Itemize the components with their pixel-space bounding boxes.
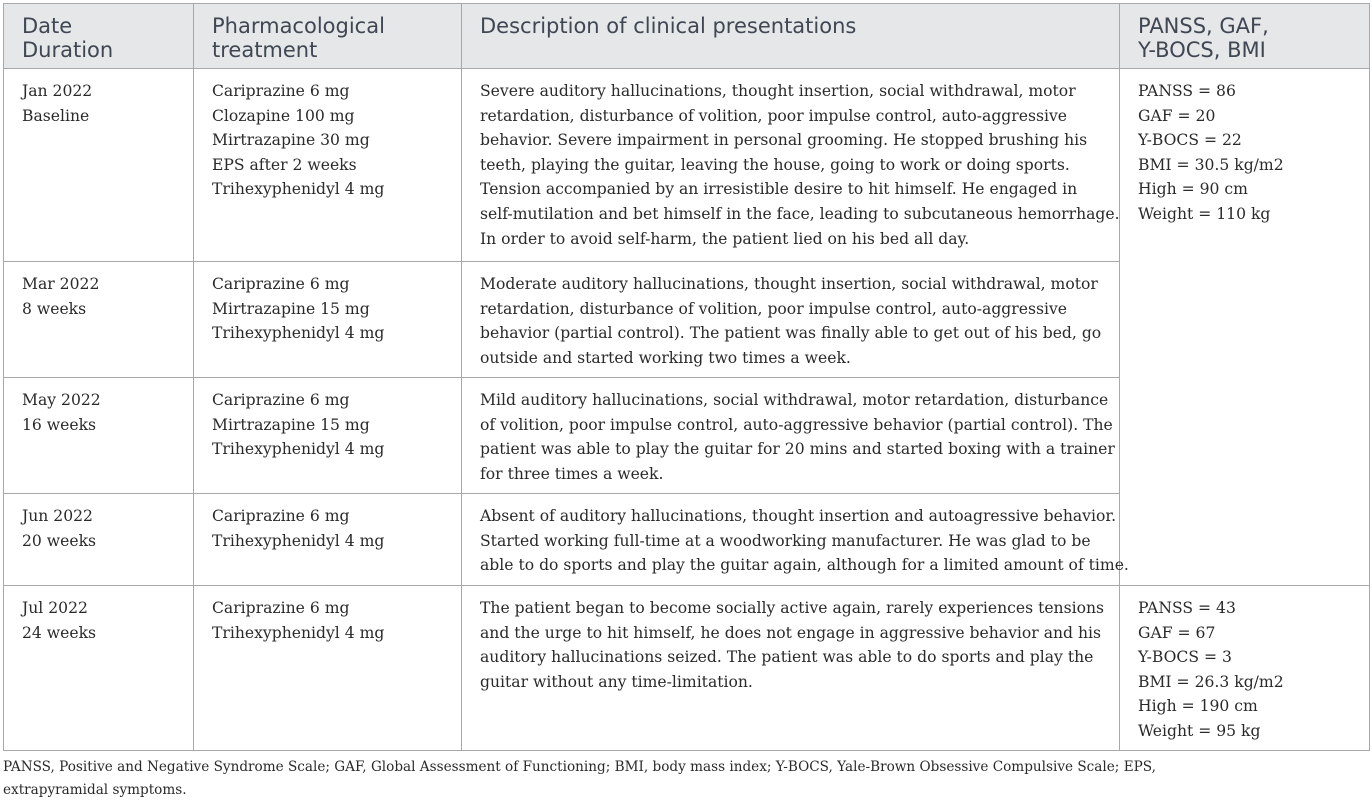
clinical-course-table	[3, 3, 1370, 751]
cell-followup-scores: PANSS = 43 GAF = 67 Y-BOCS = 3 BMI = 26.3 kg/m2 High = 190 cm Weight = 95 kg	[1120, 586, 1370, 751]
header-description: Description of clinical presentations	[462, 4, 1120, 69]
clinical-course-table-figure	[3, 3, 1369, 802]
cell-treatment: Cariprazine 6 mg Clozapine 100 mg Mirtrazapine 30 mg EPS after 2 weeks Trihexyphenidyl 4 mg	[194, 69, 462, 262]
cell-description: Moderate auditory hallucinations, thought insertion, social withdrawal, motor retardation, disturbance of volition, poor impulse control, auto-aggressive behavior (partial control). The patient was finally able to get out of his bed, go outside and started working two times a week.	[462, 262, 1120, 378]
cell-description: The patient began to become socially active again, rarely experiences tensions and the urge to hit himself, he does not engage in aggressive behavior and his auditory hallucinations seized. The patient was able to do sports and play the guitar without any time-limitation.	[462, 586, 1120, 751]
cell-baseline-scores: PANSS = 86 GAF = 20 Y-BOCS = 22 BMI = 30.5 kg/m2 High = 90 cm Weight = 110 kg	[1120, 69, 1370, 586]
cell-description: Severe auditory hallucinations, thought insertion, social withdrawal, motor retardation, disturbance of volition, poor impulse control, auto-aggressive behavior. Severe impairment in personal grooming. He stopped brushing his teeth, playing the guitar, leaving the house, going to work or doing sports. Tension accompanied by an irresistible desire to hit himself. He engaged in self-mutilation and bet himself in the face, leading to subcutaneous hemorrhage. In order to avoid self-harm, the patient lied on his bed all day.	[462, 69, 1120, 262]
cell-description: Absent of auditory hallucinations, thought insertion and autoagressive behavior. Started working full-time at a woodworking manufacturer. He was glad to be able to do sports and play the guitar again, although for a limited amount of time.	[462, 494, 1120, 586]
header-row	[4, 4, 1370, 69]
cell-date: Jun 2022 20 weeks	[4, 494, 194, 586]
cell-date: Jan 2022 Baseline	[4, 69, 194, 262]
table-footnote: PANSS, Positive and Negative Syndrome Scale; GAF, Global Assessment of Functioning; BMI, body mass index; Y-BOCS, Yale-Brown Obsessive Compulsive Scale; EPS, extrapyramidal symptoms.	[3, 759, 1156, 798]
cell-treatment: Cariprazine 6 mg Mirtrazapine 15 mg Trihexyphenidyl 4 mg	[194, 378, 462, 494]
cell-treatment: Cariprazine 6 mg Trihexyphenidyl 4 mg	[194, 586, 462, 751]
cell-treatment: Cariprazine 6 mg Trihexyphenidyl 4 mg	[194, 494, 462, 586]
cell-date: May 2022 16 weeks	[4, 378, 194, 494]
header-scores: PANSS, GAF, Y-BOCS, BMI	[1120, 4, 1370, 69]
cell-date: Mar 2022 8 weeks	[4, 262, 194, 378]
table-row	[4, 586, 1370, 751]
header-pharmacological-treatment: Pharmacological treatment	[194, 4, 462, 69]
cell-description: Mild auditory hallucinations, social withdrawal, motor retardation, disturbance of volition, poor impulse control, auto-aggressive behavior (partial control). The patient was able to play the guitar for 20 mins and started boxing with a trainer for three times a week.	[462, 378, 1120, 494]
header-date-duration: Date Duration	[4, 4, 194, 69]
cell-date: Jul 2022 24 weeks	[4, 586, 194, 751]
table-row	[4, 69, 1370, 262]
cell-treatment: Cariprazine 6 mg Mirtrazapine 15 mg Trihexyphenidyl 4 mg	[194, 262, 462, 378]
